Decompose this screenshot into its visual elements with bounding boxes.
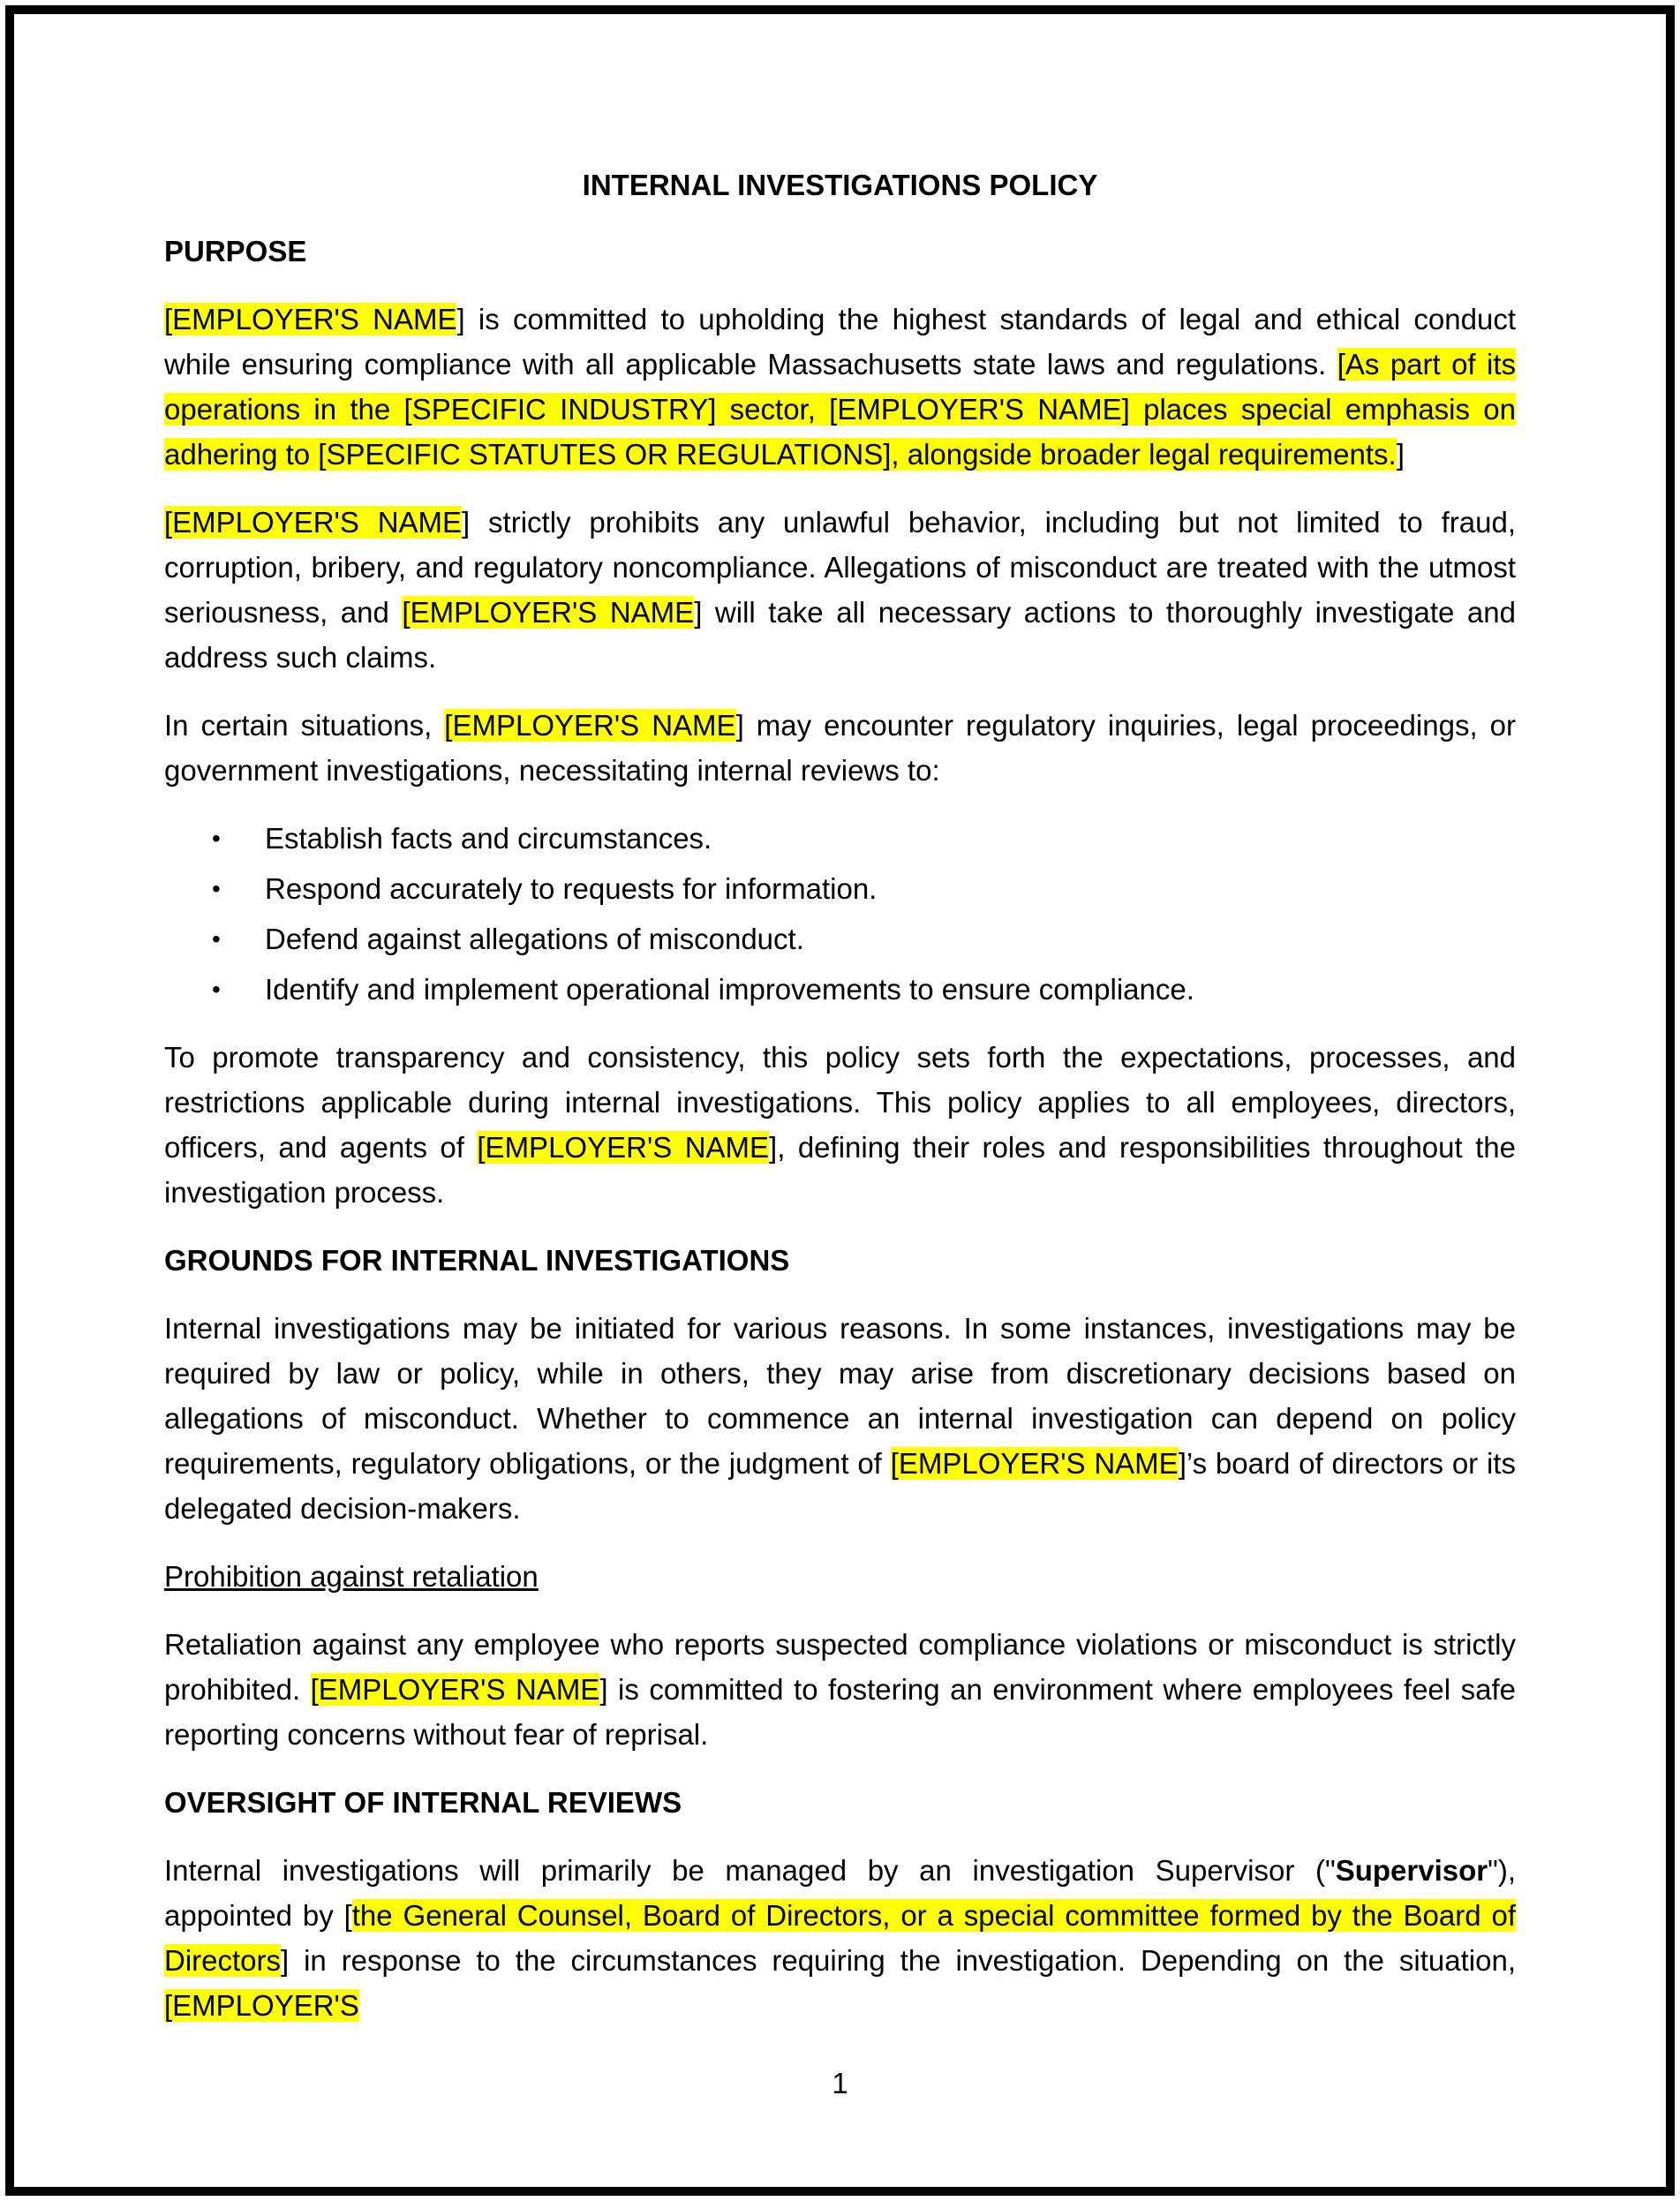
purpose-paragraph-1	[164, 297, 1516, 477]
body-text: ]	[1396, 438, 1405, 471]
body-text: "), appointed by [	[164, 1854, 1516, 1932]
body-text: ] in response to the circumstances requiring the investigation. Depending on the situation,	[281, 1944, 1516, 1977]
purpose-paragraph-4	[164, 1035, 1516, 1215]
bullet-text: Defend against allegations of misconduct.	[265, 923, 804, 955]
highlighted-placeholder-text: [EMPLOYER'S NAME	[402, 596, 695, 629]
bullet-text: Establish facts and circumstances.	[265, 822, 712, 855]
bullet-icon: •	[212, 825, 221, 852]
purpose-paragraph-2	[164, 500, 1516, 680]
internal-review-goals-list	[164, 816, 1516, 1012]
body-text: Retaliation against any employee who reports suspected compliance violations or misconduct is strictly prohibited.	[164, 1628, 1516, 1706]
bullet-item	[212, 816, 1516, 861]
bullet-icon: •	[212, 925, 221, 953]
body-text: ]’s board of directors or its delegated decision-makers.	[164, 1447, 1516, 1525]
retaliation-subheading: Prohibition against retaliation	[164, 1560, 539, 1593]
bullet-icon: •	[212, 976, 221, 1003]
bullet-text: Respond accurately to requests for information.	[265, 872, 878, 905]
body-text: ], defining their roles and responsibilities throughout the investigation process.	[164, 1131, 1516, 1209]
oversight-paragraph-1	[164, 1848, 1516, 2028]
body-text: ] strictly prohibits any unlawful behavior, including but not limited to fraud, corruption, bribery, and regulatory noncompliance. Allegations of misconduct are treated with the utmost seriousness, and	[164, 506, 1516, 629]
page-number: 1	[832, 2067, 848, 2099]
highlighted-placeholder-text: [EMPLOYER'S NAME	[164, 303, 457, 335]
highlighted-placeholder-text: [EMPLOYER'S NAME	[890, 1447, 1179, 1480]
bullet-item	[212, 967, 1516, 1012]
document-title: INTERNAL INVESTIGATIONS POLICY	[582, 169, 1098, 201]
body-text: ] is committed to upholding the highest standards of legal and ethical conduct while ensuring compliance with all applicable Massachusetts state laws and regulations.	[164, 303, 1516, 381]
purpose-heading: PURPOSE	[164, 235, 307, 268]
bullet-item	[212, 916, 1516, 961]
bullet-item	[212, 866, 1516, 911]
highlighted-placeholder-text: [EMPLOYER'S NAME	[444, 709, 736, 742]
highlighted-placeholder-text: [EMPLOYER'S NAME	[310, 1673, 600, 1706]
body-text: Internal investigations will primarily be managed by an investigation Supervisor ("	[164, 1854, 1336, 1887]
bullet-icon: •	[212, 875, 221, 902]
body-text: ] will take all necessary actions to thoroughly investigate and address such claims.	[164, 596, 1516, 674]
retaliation-paragraph	[164, 1622, 1516, 1757]
body-text: ] is committed to fostering an environment where employees feel safe reporting concerns without fear of reprisal.	[164, 1673, 1516, 1751]
document-body	[164, 229, 1516, 2028]
purpose-paragraph-3	[164, 703, 1516, 793]
oversight-heading: OVERSIGHT OF INTERNAL REVIEWS	[164, 1786, 682, 1819]
body-text: Internal investigations may be initiated for various reasons. In some instances, investigations may be required by law or policy, while in others, they may arise from discretionary decisions based on allegations of misconduct. Whether to commence an internal investigation can depend on policy requirements, regulatory obligations, or the judgment of	[164, 1312, 1516, 1480]
body-text: To promote transparency and consistency, this policy sets forth the expectations, processes, and restrictions applicable during internal investigations. This policy applies to all employees, directors, officers, and agents of	[164, 1041, 1516, 1164]
bullet-text: Identify and implement operational improvements to ensure compliance.	[265, 973, 1194, 1006]
highlighted-placeholder-text: [EMPLOYER'S	[164, 1989, 359, 2022]
highlighted-placeholder-text: [EMPLOYER'S NAME	[477, 1131, 770, 1164]
body-text: In certain situations,	[164, 709, 445, 742]
grounds-paragraph-1	[164, 1306, 1516, 1531]
highlighted-placeholder-text: the General Counsel, Board of Directors, or a special committee formed by the Board of Directors	[164, 1899, 1516, 1977]
body-text: ] may encounter regulatory inquiries, legal proceedings, or government investigations, necessitating internal reviews to:	[164, 709, 1516, 787]
body-text: Supervisor	[1335, 1854, 1488, 1887]
highlighted-placeholder-text: [As part of its operations in the [SPECIFIC INDUSTRY] sector, [EMPLOYER'S NAME] places special emphasis on adhering to [SPECIFIC STATUTES OR REGULATIONS], alongside broader legal requirements.	[164, 348, 1516, 471]
highlighted-placeholder-text: [EMPLOYER'S NAME	[164, 506, 463, 539]
document-content	[164, 0, 1516, 2051]
grounds-heading: GROUNDS FOR INTERNAL INVESTIGATIONS	[164, 1244, 790, 1277]
